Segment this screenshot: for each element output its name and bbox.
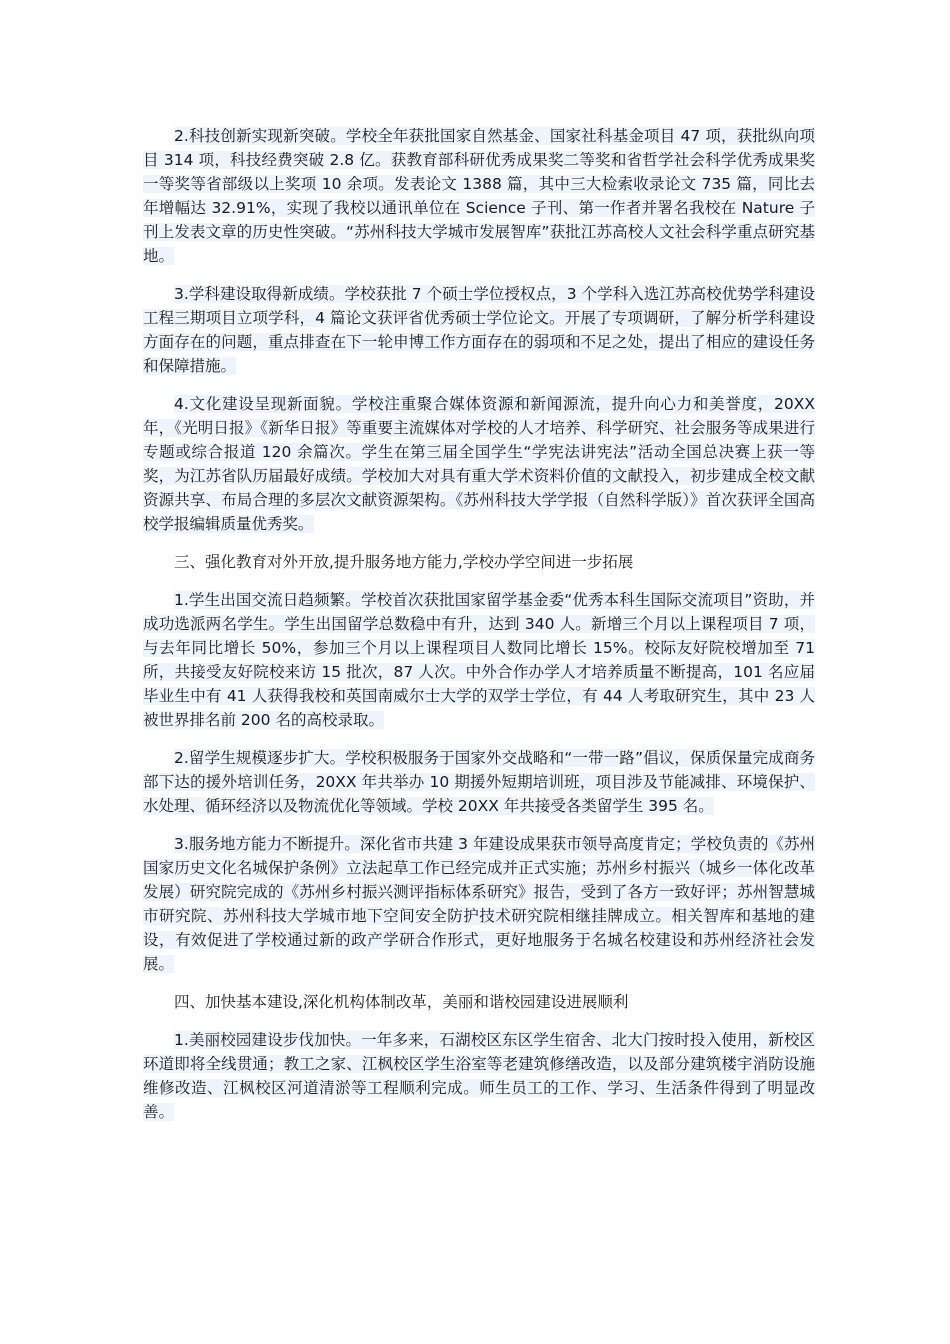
paragraph-discipline-construction (143, 282, 815, 378)
paragraph-research-breakthrough (143, 124, 815, 268)
section-heading-4 (143, 990, 815, 1014)
paragraph-international-students (143, 746, 815, 818)
document-body (143, 124, 815, 1138)
heading-text: 四、加快基本建设,深化机构体制改革，美丽和谐校园建设进展顺利 (174, 993, 629, 1011)
paragraph-text: 3.服务地方能力不断提升。深化省市共建 3 年建设成果获市领导高度肯定；学校负责的《苏州国家历史文化名城保护条例》立法起草工作已经完成并正式实施；苏州乡村振兴（城乡一体化改革发展）研究院完成的《苏州乡村振兴测评指标体系研究》报告，受到了各方一致好评；苏州智慧城市研究院、苏州科技大学城市地下空间安全防护技术研究院相继挂牌成立。相关智库和基地的建设，有效促进了学校通过新的政产学研合作形式，更好地服务于名城名校建设和苏州经济社会发展。 (143, 835, 815, 973)
paragraph-text: 1.美丽校园建设步伐加快。一年多来，石湖校区东区学生宿舍、北大门按时投入使用，新校区环道即将全线贯通；教工之家、江枫校区学生浴室等老建筑修缮改造，以及部分建筑楼宇消防设施维修改造、江枫校区河道清淤等工程顺利完成。师生员工的工作、学习、生活条件得到了明显改善。 (143, 1031, 815, 1121)
paragraph-campus-construction (143, 1028, 815, 1124)
paragraph-text: 3.学科建设取得新成绩。学校获批 7 个硕士学位授权点，3 个学科入选江苏高校优势学科建设工程三期项目立项学科，4 篇论文获评省优秀硕士学位论文。开展了专项调研，了解分析学科建设方面存在的问题，重点排查在下一轮申博工作方面存在的弱项和不足之处，提出了相应的建设任务和保障措施。 (143, 285, 815, 375)
paragraph-text: 1.学生出国交流日趋频繁。学校首次获批国家留学基金委“优秀本科生国际交流项目”资助，并成功选派两名学生。学生出国留学总数稳中有升，达到 340 人。新增三个月以上课程项目 7 项，与去年同比增长 50%，参加三个月以上课程项目人数同比增长 15%。校际友好院校增加至 71 所，共接受友好院校来访 15 批次，87 人次。中外合作办学人才培养质量不断提高，101 名应届毕业生中有 41 人获得我校和英国南威尔士大学的双学士学位，有 44 人考取研究生，其中 23 人被世界排名前 200 名的高校录取。 (143, 591, 815, 729)
paragraph-culture-construction (143, 392, 815, 536)
section-heading-3 (143, 550, 815, 574)
paragraph-local-service (143, 832, 815, 976)
paragraph-text: 2.科技创新实现新突破。学校全年获批国家自然基金、国家社科基金项目 47 项，获批纵向项目 314 项，科技经费突破 2.8 亿。获教育部科研优秀成果奖二等奖和省哲学社会科学优秀成果奖一等奖等省部级以上奖项 10 余项。发表论文 1388 篇，其中三大检索收录论文 735 篇，同比去年增幅达 32.91%，实现了我校以通讯单位在 Science 子刊、第一作者并署名我校在 Nature 子刊上发表文章的历史性突破。“苏州科技大学城市发展智库”获批江苏高校人文社会科学重点研究基地。 (143, 127, 815, 265)
paragraph-text: 4.文化建设呈现新面貌。学校注重聚合媒体资源和新闻源流，提升向心力和美誉度，20XX 年，《光明日报》《新华日报》等重要主流媒体对学校的人才培养、科学研究、社会服务等成果进行专题或综合报道 120 余篇次。学生在第三届全国学生“学宪法讲宪法”活动全国总决赛上获一等奖，为江苏省队历届最好成绩。学校加大对具有重大学术资料价值的文献投入，初步建成全校文献资源共享、布局合理的多层次文献资源架构。《苏州科技大学学报（自然科学版）》首次获评全国高校学报编辑质量优秀奖。 (143, 395, 815, 533)
heading-text: 三、强化教育对外开放,提升服务地方能力,学校办学空间进一步拓展 (174, 553, 634, 571)
paragraph-student-exchange (143, 588, 815, 732)
paragraph-text: 2.留学生规模逐步扩大。学校积极服务于国家外交战略和“一带一路”倡议，保质保量完成商务部下达的援外培训任务，20XX 年共举办 10 期援外短期培训班，项目涉及节能减排、环境保护、水处理、循环经济以及物流优化等领域。学校 20XX 年共接受各类留学生 395 名。 (143, 749, 815, 815)
